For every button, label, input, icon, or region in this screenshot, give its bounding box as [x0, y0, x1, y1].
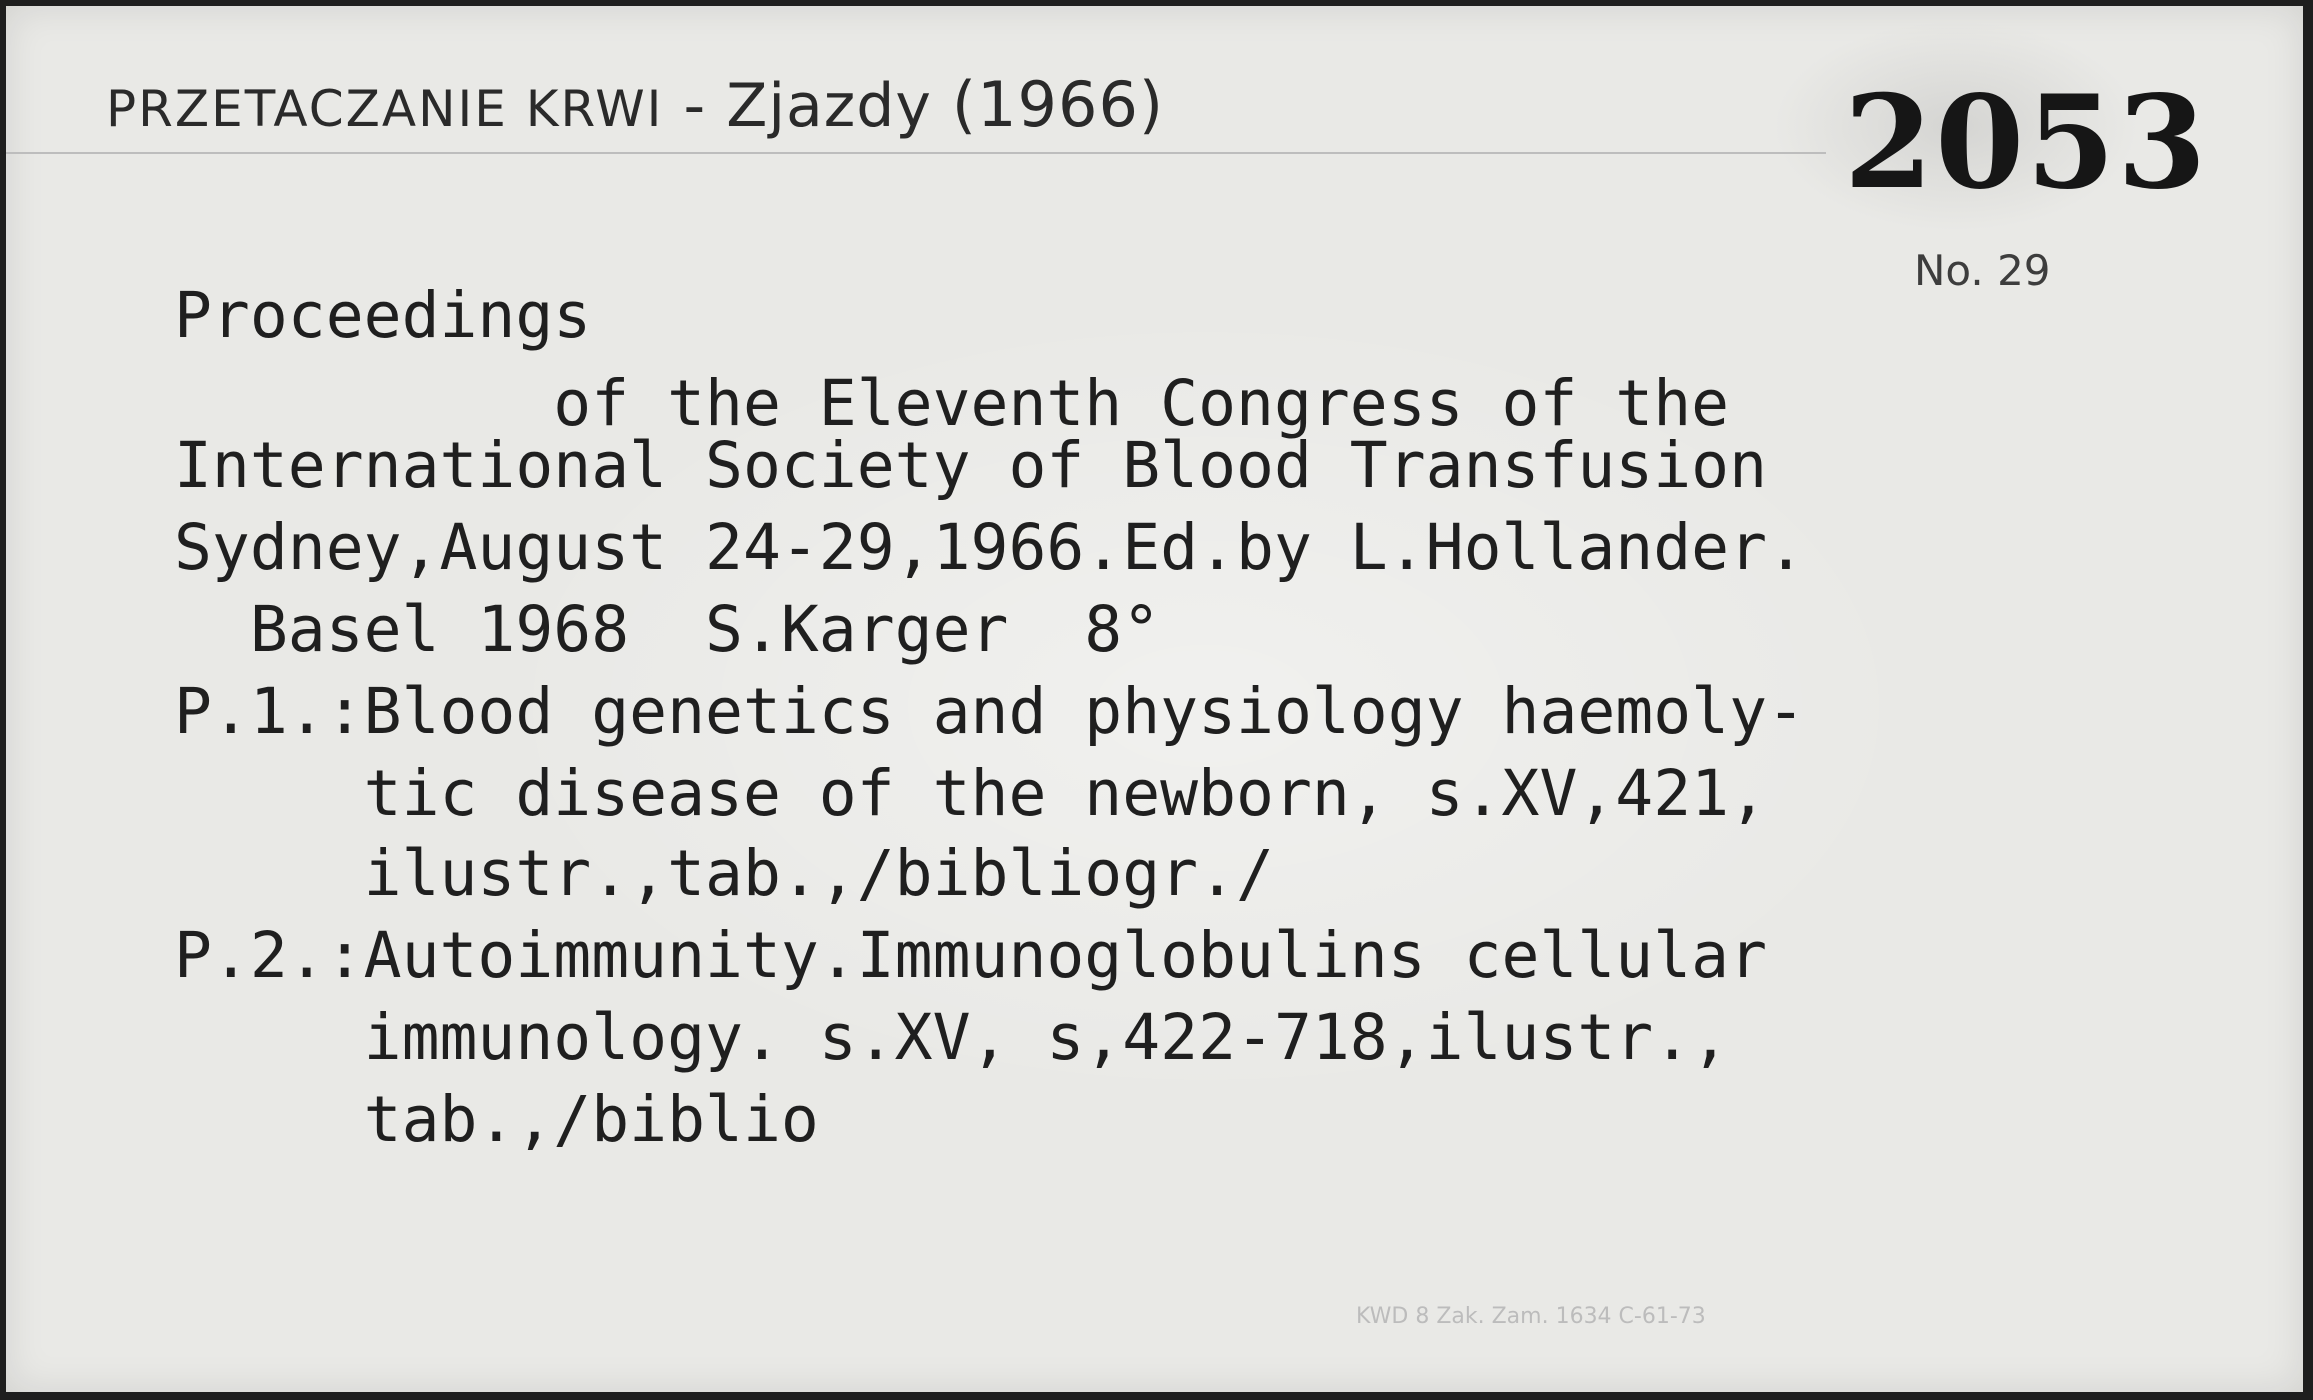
sub-number: No. 29 — [1914, 246, 2051, 295]
entry-line-3: International Society of Blood Transfusion — [174, 429, 1768, 502]
header-rule — [6, 152, 1826, 154]
subject-heading — [106, 68, 1164, 141]
entry-line-5: Basel 1968 S.Karger 8° — [174, 593, 1161, 666]
subject-heading-caps: PRZETACZANIE KRWI — [106, 80, 664, 138]
entry-line-6: P.1.:Blood genetics and physiology haemoly- — [174, 675, 1805, 748]
print-footer: KWD 8 Zak. Zam. 1634 C-61-73 — [1356, 1304, 1706, 1329]
entry-line-10: immunology. s.XV, s,422-718,ilustr., — [174, 1001, 1730, 1074]
catalog-number: 2053 — [1844, 68, 2209, 218]
entry-line-8: ilustr.,tab.,/bibliogr./ — [174, 837, 1274, 910]
entry-line-4: Sydney,August 24-29,1966.Ed.by L.Hollander. — [174, 511, 1805, 584]
catalog-card — [6, 6, 2303, 1392]
subject-heading-year: (1966) — [951, 68, 1165, 141]
entry-line-1: Proceedings — [174, 279, 592, 352]
entry-line-9: P.2.:Autoimmunity.Immunoglobulins cellular — [174, 919, 1768, 992]
entry-line-2: of the Eleventh Congress of the — [174, 367, 1730, 440]
entry-line-11: tab.,/biblio — [174, 1083, 819, 1156]
entry-line-7: tic disease of the newborn, s.XV,421, — [174, 757, 1768, 830]
subject-heading-rest: - Zjazdy — [663, 71, 952, 141]
